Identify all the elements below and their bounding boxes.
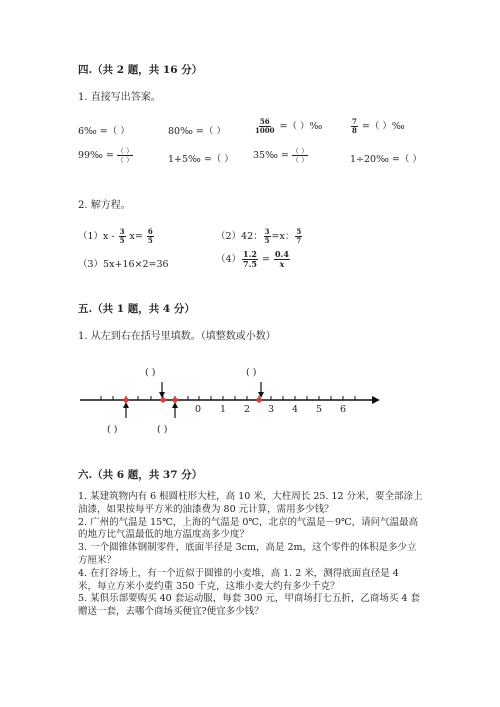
axis-arrowhead	[372, 396, 380, 404]
tick-label-4: 4	[292, 404, 299, 415]
question-line: 的地方比气温最低的地方温度高多少度？	[78, 529, 250, 541]
item-4-1-4: $\frac{7}{8}$ =（ ）‰	[352, 117, 405, 135]
question-line: 方厘米？	[78, 554, 117, 566]
item-4-1-3: $\frac{56}{1000}$ =（ ）‰	[255, 117, 323, 135]
blank-above-2: ( )	[246, 367, 257, 378]
section-5-title: 五.（共 1 题，共 4 分）	[78, 303, 195, 315]
item-4-1-8: 1÷20‰ =（ ）	[350, 154, 422, 165]
fraction: $\frac{6}{5}$	[147, 227, 153, 245]
question-5-1-title: 1. 从左到右在括号里填数。（填整数或小数）	[78, 331, 276, 342]
fraction: $\frac{3}{5}$	[119, 227, 125, 245]
up-arrowhead-2	[172, 402, 178, 408]
down-arrowhead-1	[159, 392, 165, 398]
blank-below-2: ( )	[157, 424, 168, 435]
blank-fraction: （ ） （ ）	[116, 147, 134, 164]
fraction: $\frac{1.2}{7.5}$	[243, 249, 257, 269]
item-4-1-5: 99‰ = （ ） （ ）	[78, 147, 134, 164]
question-4-1-title: 1. 直接写出答案。	[78, 92, 161, 103]
item-4-1-1: 6‰ =（ ）	[78, 126, 130, 137]
item-4-1-6: 1+5‰ =（ ）	[168, 154, 234, 165]
question-4-2-title: 2. 解方程。	[78, 200, 131, 211]
question-line: 2. 广州的气温是 15℃，上海的气温是 0℃，北京的气温是－9℃，请问气温最高	[78, 516, 419, 528]
equation-1: （1）x - $\frac{3}{5}$ x= $\frac{6}{5}$	[78, 227, 153, 245]
point-marker-2	[160, 397, 165, 402]
fraction: $\frac{56}{1000}$	[255, 117, 275, 135]
blank-fraction: （ ） （ ）	[291, 147, 309, 164]
point-marker-1	[123, 397, 128, 402]
section-6-questions	[78, 491, 423, 619]
tick-label-1: 1	[220, 404, 227, 415]
blank-below-1: ( )	[107, 424, 118, 435]
fraction: $\frac{7}{8}$	[352, 117, 357, 135]
fraction: $\frac{5}{7}$	[296, 227, 302, 245]
question-line: 米，每立方米小麦约重 350 千克，这堆小麦大约有多少千克？	[78, 580, 340, 592]
tick-label-0: 0	[195, 404, 202, 415]
section-6-title: 六.（共 6 题，共 37 分）	[78, 469, 203, 481]
question-line: 赠送一套，去哪个商场买便宜?便宜多少钱？	[78, 606, 264, 618]
item-4-1-2: 80‰ =（ ）	[168, 126, 226, 137]
tick-label-3: 3	[268, 404, 275, 415]
fraction: $\frac{3}{5}$	[264, 227, 270, 245]
question-line: 1. 某建筑物内有 6 根圆柱形大柱，高 10 米，大柱周长 25. 12 分米，要全部涂上	[78, 491, 423, 502]
tick-label-6: 6	[340, 404, 347, 415]
section-4-title: 四.（共 2 题，共 16 分）	[78, 64, 203, 76]
equation-4: （4） $\frac{1.2}{7.5}$ = $\frac{0.4}{x}$	[216, 249, 289, 269]
up-arrowhead-1	[123, 402, 129, 408]
blank-above-1: ( )	[145, 367, 156, 378]
question-line: 油漆，如果按每平方米的油漆费为 80 元计算，需用多少钱？	[78, 503, 334, 515]
question-line: 4. 在打谷场上，有一个近似于圆锥的小麦堆，高 1. 2 米，测得底面直径是 4	[78, 567, 399, 579]
fraction: $\frac{0.4}{x}$	[274, 249, 289, 269]
equation-2: （2）42： $\frac{3}{5}$ =x： $\frac{5}{7}$	[216, 227, 302, 245]
question-line: 3. 一个圆锥体钢制零件，底面半径是 3cm，高是 2m，这个零件的体积是多少立	[78, 542, 417, 554]
question-line: 5. 某俱乐部要购买 40 套运动服，每套 300 元，甲商场打七五折，乙商场买 4 套	[78, 593, 420, 605]
tick-label-2: 2	[244, 404, 251, 415]
equation-3: （3）5x+16×2=36	[78, 259, 169, 270]
item-4-1-7: 35‰ = （ ） （ ）	[253, 147, 309, 164]
point-marker-3	[172, 397, 177, 402]
tick-label-5: 5	[316, 404, 323, 415]
point-marker-4	[256, 397, 261, 402]
